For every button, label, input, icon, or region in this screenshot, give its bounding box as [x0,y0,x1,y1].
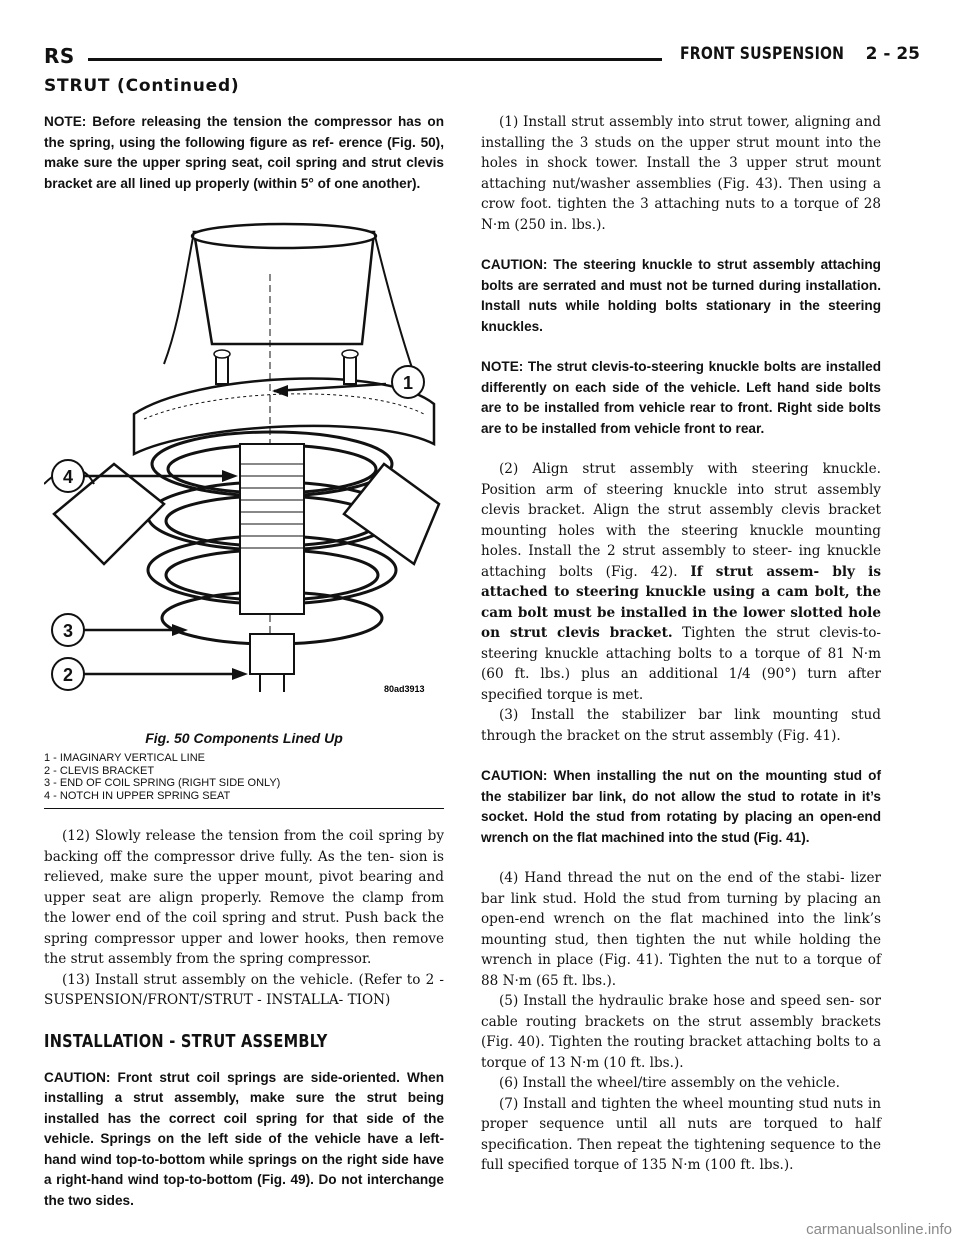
note-top: NOTE: Before releasing the tension the compressor has on the spring, using the following figure as ref- erence (Fig. 50), make sure the upper spring seat, coil spring and strut clevis bracket are all lined up properly (within 5° of one another). [44,114,444,191]
legend-item: 3 - END OF COIL SPRING (RIGHT SIDE ONLY) [44,777,281,789]
legend-item: 2 - CLEVIS BRACKET [44,764,155,777]
step-2-text-b: Tighten the strut clevis-to-steering knuckle attaching bolts to a torque of 81 N·m (60 ft. lbs.) plus an additional 1/4 (90°) turn after specified torque is met. [481,625,882,703]
step-2-bold: If strut assem- bly is attached to steering knuckle using a cam bolt, the cam bolt must be installed in the lower slotted hole on strut clevis bracket. [481,563,881,641]
page-number: 2 - 25 [865,44,920,64]
watermark: carmanualsonline.info [806,1221,952,1238]
note-clevis: NOTE: The strut clevis-to-steering knuckle bolts are installed differently on each side of the vehicle. Left hand side bolts are to be installed from vehicle rear to front. Right side bolts are to be installed from vehicle front to rear. [481,359,881,436]
step-1: (1) Install strut assembly into strut tower, aligning and installing the 3 studs on the upper strut mount into the holes in shock tower. Install the 3 upper strut mount attaching nut/washer assemblies (Fig. 43). Then using a crow foot. tighten the 3 attaching nuts to a torque of 28 N·m (250 in. lbs.). [481,114,881,233]
legend-item: 4 - NOTCH IN UPPER SPRING SEAT [44,789,231,802]
installation-heading: INSTALLATION - STRUT ASSEMBLY [44,1030,328,1052]
legend-divider [44,808,444,809]
step-6: (6) Install the wheel/tire assembly on the vehicle. [499,1075,840,1091]
figure-50 [44,214,444,802]
step-2-text-a: (2) Align strut assembly with steering knuckle. Position arm of steering knuckle into strut assembly clevis bracket. Align the strut assembly clevis bracket mounting holes with the steering knuckle mounting holes. Install the 2 strut assembly to steer- ing knuckle attaching bolts (Fig. 42). [481,461,881,580]
legend-item: 1 - IMAGINARY VERTICAL LINE [44,752,205,764]
step-12: (12) Slowly release the tension from the coil spring by backing off the compressor drive fully. As the ten- sion is relieved, make sure the upper mount, pivot bearing and upper seat are align properly. Remove the clamp from the lower end of the coil spring and strut. Push back the spring compressor upper and lower hooks, then remove the strut assembly from the spring compressor. [44,828,444,967]
figure-legend [44,752,280,802]
step-5: (5) Install the hydraulic brake hose and speed sen- sor cable routing brackets on the strut assembly brackets (Fig. 40). Tighten the routing bracket attaching bolts to a torque of 13 N·m (10 ft. lbs.). [481,993,881,1071]
callout-3: 3 [62,621,74,641]
step-7: (7) Install and tighten the wheel mounting stud nuts in proper sequence until all nuts are torqued to half specification. Then repeat the tightening sequence to the full specified torque of 135 N·m (100 ft. lbs.). [481,1095,881,1173]
continued-heading: STRUT (Continued) [44,76,240,96]
step-2 [481,459,881,705]
callout-4: 4 [62,467,74,487]
step-3: (3) Install the stabilizer bar link mounting stud through the bracket on the strut assembly (Fig. 41). [481,707,881,744]
left-column [44,112,444,1231]
manual-code: RS [44,44,75,68]
caution-nut: CAUTION: When installing the nut on the mounting stud of the stabilizer bar link, do not allow the stud to rotate in it’s socket. Hold the stud from rotating by placing an open-end wrench on the flat machined into the stud (Fig. 41). [481,768,881,845]
section-title: FRONT SUSPENSION [680,44,845,64]
figure-caption: Fig. 50 Components Lined Up [145,730,343,746]
caution-serrated: CAUTION: The steering knuckle to strut assembly attaching bolts are serrated and must not be turned during installation. Install nuts while holding bolts stationary in the steering knuckles. [481,257,881,334]
step-13: (13) Install strut assembly on the vehicle. (Refer to 2 - SUSPENSION/FRONT/STRUT - INSTALLA- TION) [44,971,444,1008]
header-rule [88,58,662,61]
callout-1: 1 [402,373,414,393]
callout-2: 2 [62,665,74,685]
page-header [44,38,920,72]
strut-illustration [44,214,444,714]
figure-code: 80ad3913 [384,684,425,694]
right-column [481,112,881,1176]
caution-springs: CAUTION: Front strut coil springs are side-oriented. When installing a strut assembly, make sure the strut being installed has the correct coil spring for that side of the vehicle. Springs on the left side of the vehicle have a left-hand wind top-to-bottom while springs on the right side have a right-hand wind top-to-bottom (Fig. 49). Do not interchange the two sides. [44,1069,444,1208]
step-4: (4) Hand thread the nut on the end of the stabi- lizer bar link stud. Hold the stud from turning by placing an open-end wrench on the flat machined into the link’s mounting stud, then tighten the nut while holding the wrench in place (Fig. 41). Tighten the nut to a torque of 88 N·m (65 ft. lbs.). [481,870,881,989]
